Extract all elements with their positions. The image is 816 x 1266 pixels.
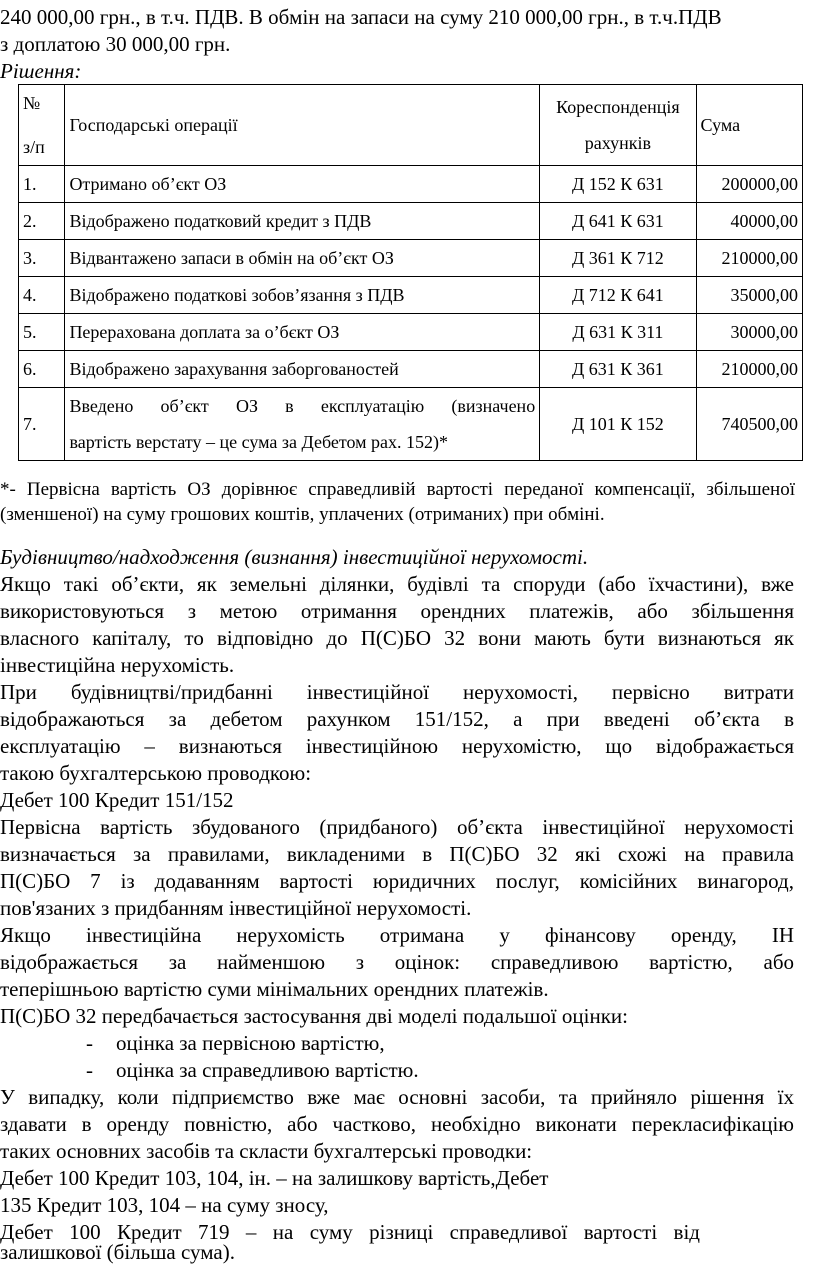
- journal-entry: залишкової (більша сума).: [0, 1240, 235, 1264]
- paragraph-1-line: інвестиційна нерухомість.: [0, 653, 235, 677]
- row-operation: Відображено зарахування заборгованостей: [65, 351, 540, 388]
- paragraph-2-line: При будівництві/придбанні інвестиційної нерухомості, первісно витрати: [0, 680, 794, 704]
- list-item: [86, 1057, 419, 1084]
- paragraph-3-line: пов'язаних з придбанням інвестиційної нерухомості.: [0, 896, 472, 920]
- header-correspondence-bottom: рахунків: [584, 133, 651, 153]
- header-sum: Сума: [696, 85, 802, 166]
- row-sum: 30000,00: [696, 314, 802, 351]
- row-operation: Перерахована доплата за о’бєкт ОЗ: [65, 314, 540, 351]
- paragraph-3-line: Первісна вартість збудованого (придбаного) об’єкта інвестиційної нерухомості: [0, 815, 794, 839]
- paragraph-5: П(С)БО 32 передбачається застосування дві моделі подальшої оцінки:: [0, 1004, 628, 1028]
- row-operation: Відображено податкові зобов’язання з ПДВ: [65, 277, 540, 314]
- row-sum: 35000,00: [696, 277, 802, 314]
- solution-label: Рішення:: [0, 59, 82, 83]
- header-number-top: №: [23, 93, 41, 113]
- row-correspondence: Д 361 К 712: [540, 240, 696, 277]
- table-row: [19, 240, 803, 277]
- row-operation-line-1: Введено об’єкт ОЗ в експлуатацію (визначено: [69, 396, 536, 416]
- table-header-row: [19, 85, 803, 166]
- journal-entry: Дебет 100 Кредит 151/152: [0, 788, 234, 812]
- paragraph-2-line: відображаються за дебетом рахунком 151/152, а при введені об’єкта в: [0, 707, 794, 731]
- row-number: 2.: [19, 203, 65, 240]
- table-row: [19, 203, 803, 240]
- journal-entry: Дебет 100 Кредит 103, 104, ін. – на залишкову вартість,Дебет: [0, 1166, 549, 1190]
- header-correspondence-top: Кореспонденція: [556, 97, 680, 117]
- paragraph-4-line: відображається за найменшою з оцінок: справедливою вартістю, або: [0, 950, 794, 974]
- row-number: 7.: [19, 388, 65, 461]
- table-row: [19, 351, 803, 388]
- row-correspondence: Д 712 К 641: [540, 277, 696, 314]
- journal-entry: Дебет 100 Кредит 719 – на суму різниці справедливої вартості від: [0, 1220, 700, 1244]
- row-correspondence: Д 631 К 311: [540, 314, 696, 351]
- paragraph-6-line: таких основних засобів та скласти бухгалтерські проводки:: [0, 1139, 533, 1163]
- row-correspondence: Д 101 К 152: [540, 388, 696, 461]
- row-sum: 200000,00: [696, 166, 802, 203]
- list-item-text: оцінка за первісною вартістю,: [116, 1031, 385, 1055]
- footnote-line-1: *- Первісна вартість ОЗ дорівнює справедливій вартості переданої компенсації, збільшеної: [0, 479, 795, 500]
- header-number-cell: [19, 85, 65, 166]
- header-operations: Господарські операції: [65, 85, 540, 166]
- paragraph-2-line: такою бухгалтерською проводкою:: [0, 761, 312, 785]
- list-item-dash: -: [86, 1058, 93, 1082]
- paragraph-3-line: П(С)БО 7 із додаванням вартості юридичних послуг, комісійних винагород,: [0, 869, 794, 893]
- row-number: 4.: [19, 277, 65, 314]
- intro-line-1: 240 000,00 грн., в т.ч. ПДВ. В обмін на запаси на суму 210 000,00 грн., в т.ч.ПДВ: [0, 5, 722, 29]
- row-number: 3.: [19, 240, 65, 277]
- row-correspondence: Д 152 К 631: [540, 166, 696, 203]
- paragraph-2-line: експлуатацію – визнаються інвестиційною нерухомістю, що відображається: [0, 734, 794, 758]
- row-operation: Відображено податковий кредит з ПДВ: [65, 203, 540, 240]
- intro-line-2: з доплатою 30 000,00 грн.: [0, 32, 231, 56]
- row-operation-line-2: вартість верстату – це сума за Дебетом рах. 152)*: [69, 432, 449, 452]
- row-number: 5.: [19, 314, 65, 351]
- table-row: [19, 314, 803, 351]
- row-sum: 210000,00: [696, 240, 802, 277]
- paragraph-1-line: власного капіталу, то відповідно до П(С)БО 32 вони мають бути визнаються як: [0, 626, 794, 650]
- paragraph-4-line: Якщо інвестиційна нерухомість отримана у фінансову оренду, ІН: [0, 923, 794, 947]
- row-operation-cell: [65, 388, 540, 461]
- paragraph-1-line: Якщо такі об’єкти, як земельні ділянки, будівлі та споруди (або їхчастини), вже: [0, 572, 794, 596]
- paragraph-4-line: теперішньою вартістю суми мінімальних орендних платежів.: [0, 977, 549, 1001]
- row-number: 6.: [19, 351, 65, 388]
- journal-entry: 135 Кредит 103, 104 – на суму зносу,: [0, 1193, 329, 1217]
- list-item-text: оцінка за справедливою вартістю.: [116, 1058, 419, 1082]
- header-correspondence-cell: [540, 85, 696, 166]
- row-number: 1.: [19, 166, 65, 203]
- paragraph-6-line: здавати в оренду повністю, або частково, необхідно виконати перекласифікацію: [0, 1112, 794, 1136]
- table-row: [19, 388, 803, 461]
- list-item-dash: -: [86, 1031, 93, 1055]
- section-heading: Будівництво/надходження (визнання) інвестиційної нерухомості.: [0, 545, 589, 569]
- table-row: [19, 166, 803, 203]
- header-number-bottom: з/п: [23, 137, 45, 157]
- row-sum: 210000,00: [696, 351, 802, 388]
- table-row: [19, 277, 803, 314]
- row-correspondence: Д 631 К 361: [540, 351, 696, 388]
- paragraph-6-line: У випадку, коли підприємство вже має основні засоби, та прийняло рішення їх: [0, 1085, 794, 1109]
- paragraph-3-line: визначається за правилами, викладеними в П(С)БО 32 які схожі на правила: [0, 842, 794, 866]
- operations-table: [18, 84, 803, 461]
- row-sum: 740500,00: [696, 388, 802, 461]
- row-correspondence: Д 641 К 631: [540, 203, 696, 240]
- footnote-line-2: (зменшеної) на суму грошових коштів, уплачених (отриманих) при обміні.: [0, 504, 605, 525]
- row-sum: 40000,00: [696, 203, 802, 240]
- list-item: [86, 1030, 385, 1057]
- paragraph-1-line: використовуються з метою отримання орендних платежів, або збільшення: [0, 599, 794, 623]
- row-operation: Відвантажено запаси в обмін на об’єкт ОЗ: [65, 240, 540, 277]
- row-operation: Отримано об’єкт ОЗ: [65, 166, 540, 203]
